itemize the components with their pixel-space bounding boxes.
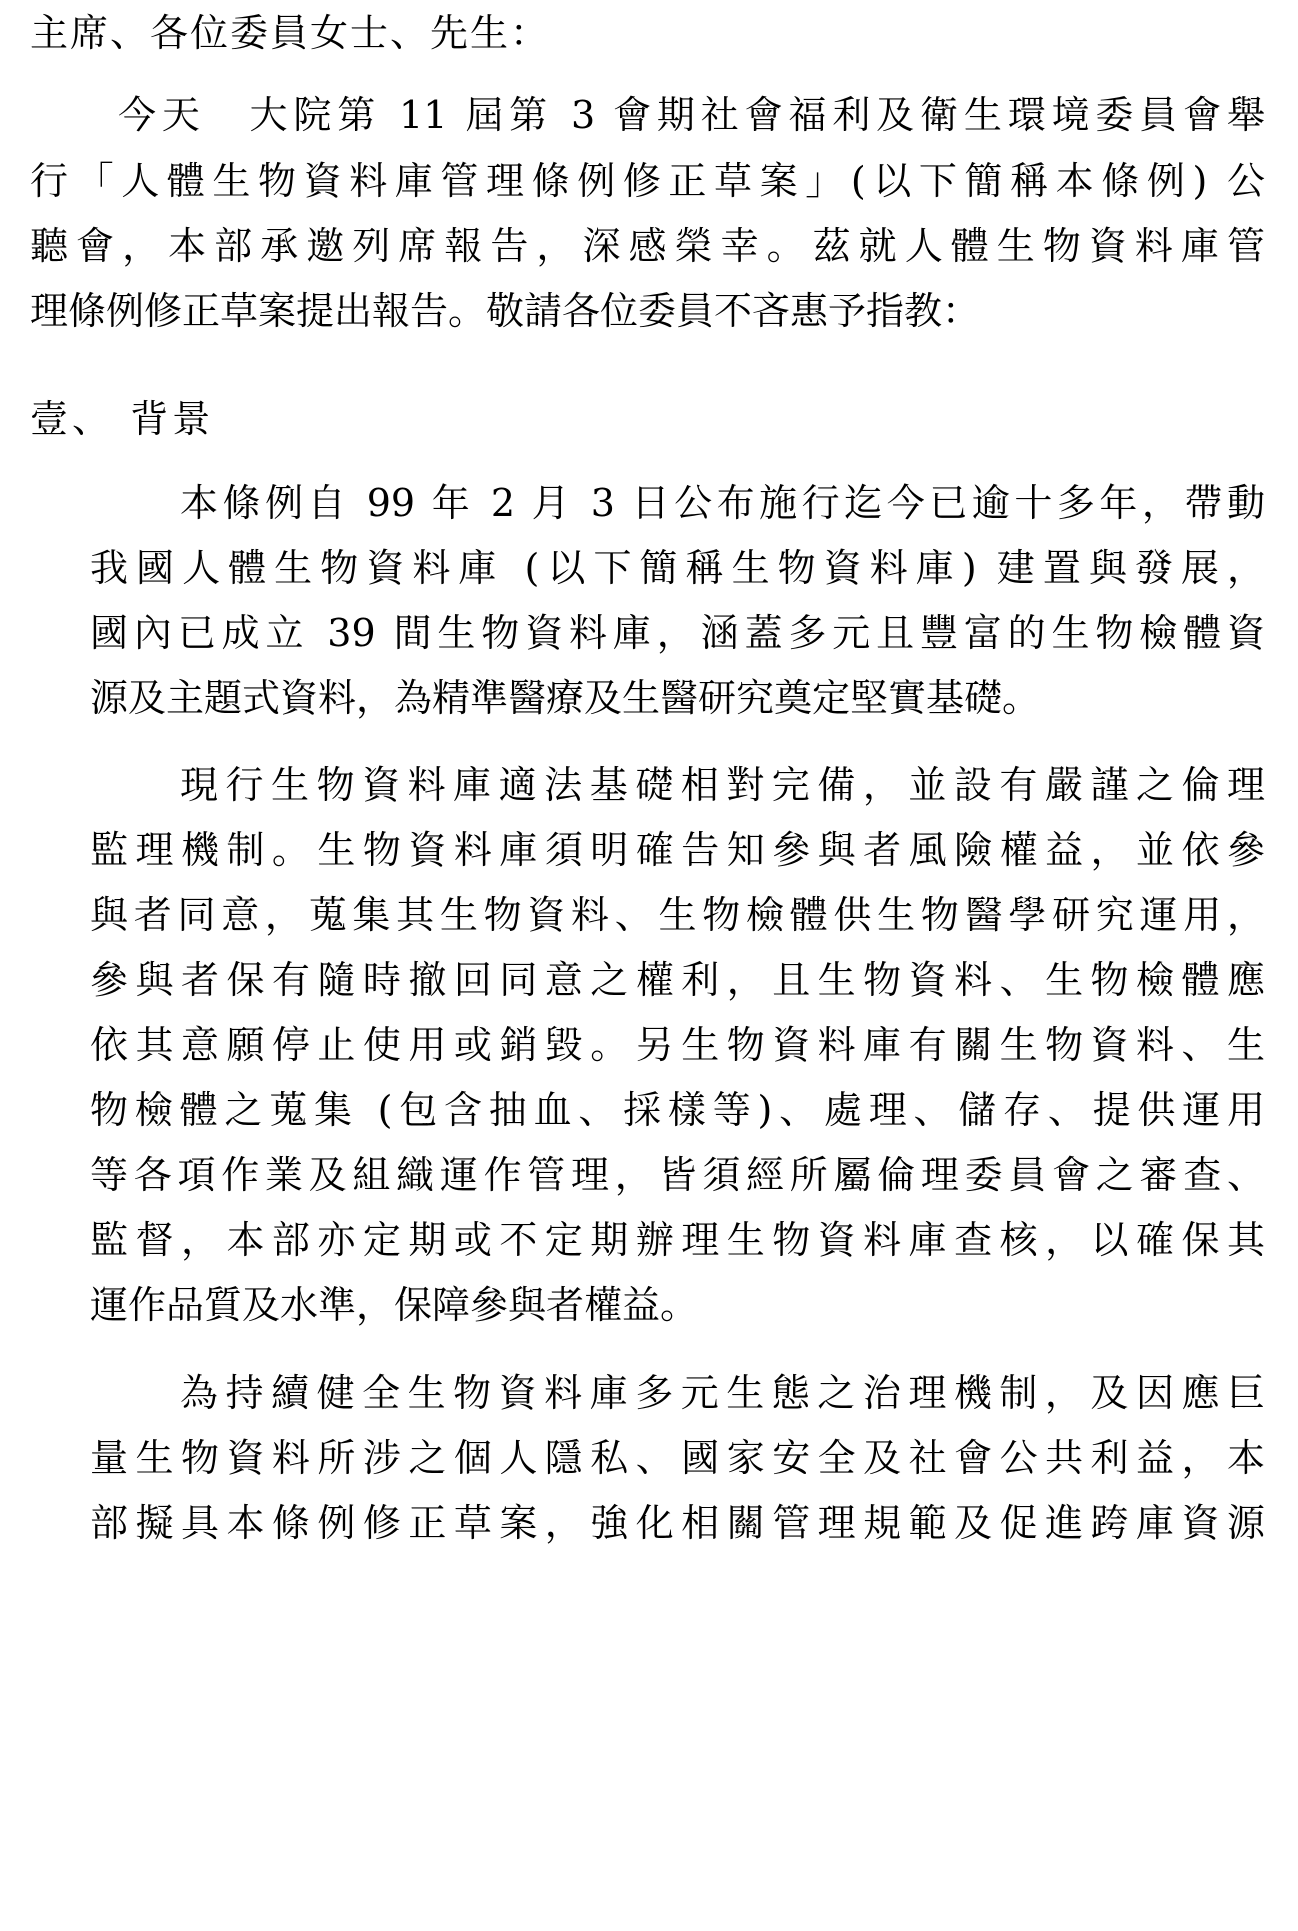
paragraph-1-line-1: 本條例自 99 年 2 月 3 日公布施行迄今已逾十多年，帶動 [180,481,1265,525]
paragraph-2-line-5: 依其意願停止使用或銷毀。另生物資料庫有關生物資料、生 [90,1023,1265,1067]
paragraph-2-line-7: 等各項作業及組織運作管理，皆須經所屬倫理委員會之審查、 [90,1153,1265,1197]
paragraph-2-line-8: 監督，本部亦定期或不定期辦理生物資料庫查核，以確保其 [90,1218,1265,1262]
paragraph-2-line-4: 參與者保有隨時撤回同意之權利，且生物資料、生物檢體應 [90,958,1265,1002]
paragraph-3-line-3: 部擬具本條例修正草案，強化相關管理規範及促進跨庫資源 [90,1501,1265,1545]
intro-line-3: 聽會，本部承邀列席報告，深感榮幸。茲就人體生物資料庫管 [30,224,1265,268]
section-title-background: 壹、 背景 [30,397,215,441]
paragraph-1-line-3: 國內已成立 39 間生物資料庫，涵蓋多元且豐富的生物檢體資 [90,611,1265,655]
paragraph-2-line-6: 物檢體之蒐集 (包含抽血、採樣等)、處理、儲存、提供運用 [90,1088,1265,1132]
paragraph-2-line-2: 監理機制。生物資料庫須明確告知參與者風險權益，並依參 [90,828,1265,872]
intro-line-1: 今天 大院第 11 屆第 3 會期社會福利及衛生環境委員會舉 [118,93,1265,137]
intro-line-2: 行「人體生物資料庫管理條例修正草案」(以下簡稱本條例) 公 [30,159,1265,203]
greeting: 主席、各位委員女士、先生： [30,11,551,55]
intro-line-4: 理條例修正草案提出報告。敬請各位委員不吝惠予指教： [30,289,981,333]
paragraph-2-line-9: 運作品質及水準，保障參與者權益。 [90,1283,699,1327]
paragraph-3-line-2: 量生物資料所涉之個人隱私、國家安全及社會公共利益，本 [90,1436,1265,1480]
paragraph-2-line-3: 與者同意，蒐集其生物資料、生物檢體供生物醫學研究運用， [90,893,1265,937]
paragraph-3-line-1: 為持續健全生物資料庫多元生態之治理機制，及因應巨 [180,1371,1265,1415]
paragraph-1-line-4: 源及主題式資料，為精準醫療及生醫研究奠定堅實基礎。 [90,676,1041,720]
paragraph-1-line-2: 我國人體生物資料庫 (以下簡稱生物資料庫) 建置與發展， [90,546,1265,590]
paragraph-2-line-1: 現行生物資料庫適法基礎相對完備，並設有嚴謹之倫理 [180,763,1265,807]
